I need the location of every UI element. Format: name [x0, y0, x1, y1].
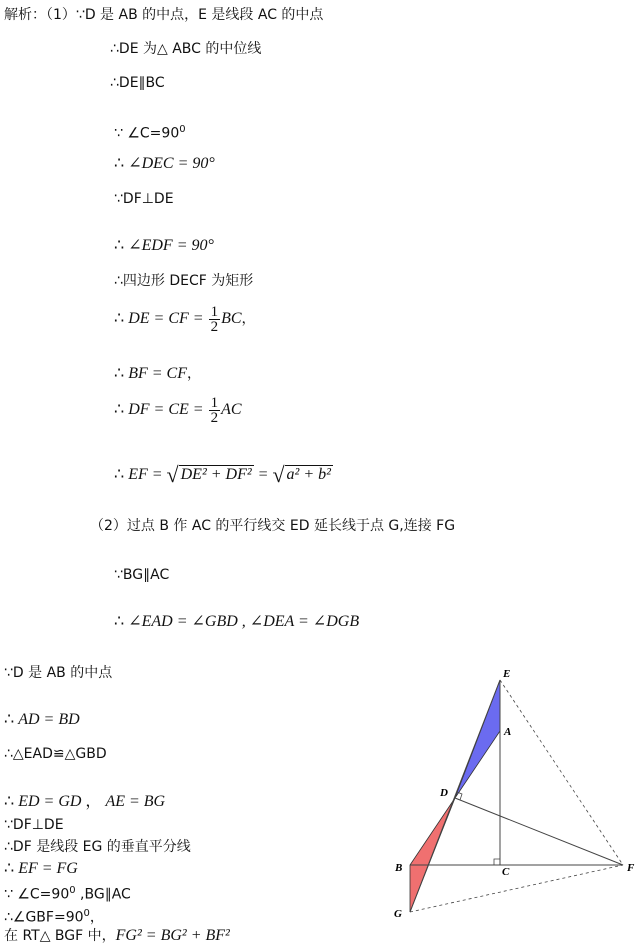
step-bf-cf: ∴ BF = CF，: [114, 365, 201, 382]
step-parallel: ∴DE∥BC: [110, 75, 165, 91]
step-angle-edf: ∴ ∠EDF = 90°: [114, 237, 214, 254]
step-rectangle: ∴四边形 DECF 为矩形: [114, 273, 254, 289]
step-df-perp-2: ∵DF⊥DE: [4, 817, 64, 833]
step-pythagoras: 在 RT△ BGF 中，FG² = BG² + BF²: [4, 927, 230, 944]
step-bg-parallel: ∵BG∥AC: [114, 567, 170, 583]
step-congruent: ∴△EAD≌△GBD: [4, 746, 107, 762]
geometry-figure: [390, 665, 640, 948]
right-angle-c-icon: [494, 859, 500, 865]
label-g: G: [394, 908, 402, 920]
label-f: F: [627, 862, 635, 874]
step-ef-fg: ∴ EF = FG: [4, 860, 78, 877]
step-perp-bisector: ∴DF 是线段 EG 的垂直平分线: [4, 839, 191, 855]
step-ad-bd: ∴ AD = BD: [4, 711, 80, 728]
segment-eg: [410, 680, 500, 912]
fraction-half: $\frac{1}{2}$: [210, 303, 219, 335]
step-angle-c-2: ∵ $\angle C=90^0$ ,BG∥AC: [4, 885, 131, 903]
step-de-cf: ∴ DE = CF = $\frac{1}{2}$ BC，: [114, 303, 256, 335]
segment-df: [455, 798, 623, 865]
fraction-half: $\frac{1}{2}$: [210, 394, 219, 426]
solution-heading: 解析：（1）∵D 是 AB 的中点，E 是线段 AC 的中点: [4, 7, 324, 23]
step-angle-c: ∵ $\angle C=90^0$: [114, 124, 186, 142]
label-a: A: [504, 726, 512, 738]
sqrt-expression: √ DE² + DF²: [166, 462, 252, 487]
step-d-midpoint: ∵D 是 AB 的中点: [4, 665, 113, 681]
step-midline: ∴DE 为△ ABC 的中位线: [110, 41, 262, 57]
step-angles-equal: ∴ ∠EAD = ∠GBD , ∠DEA = ∠DGB: [114, 613, 360, 630]
sqrt-expression: √ a² + b²: [272, 462, 331, 487]
step-ef: ∴ EF = √ DE² + DF² = √ a² + b²: [114, 462, 331, 487]
step-df-perp: ∵DF⊥DE: [114, 191, 174, 207]
step-angle-dec: ∴ ∠DEC = 90°: [114, 155, 215, 172]
step-df-ce: ∴ DF = CE = $\frac{1}{2}$ AC: [114, 394, 242, 426]
label-c: C: [502, 866, 510, 878]
part2-heading: （2）过点 B 作 AC 的平行线交 ED 延长线于点 G,连接 FG: [90, 518, 456, 534]
step-angle-gbf: $\therefore\angle GBF=90^0$，: [4, 908, 104, 926]
segment-gf-dashed: [410, 865, 623, 912]
segment-ef-dashed: [500, 680, 623, 865]
label-e: E: [503, 668, 511, 680]
label-b: B: [395, 862, 403, 874]
step-ed-gd: ∴ ED = GD ， AE = BG: [4, 793, 166, 810]
label-d: D: [440, 787, 448, 799]
